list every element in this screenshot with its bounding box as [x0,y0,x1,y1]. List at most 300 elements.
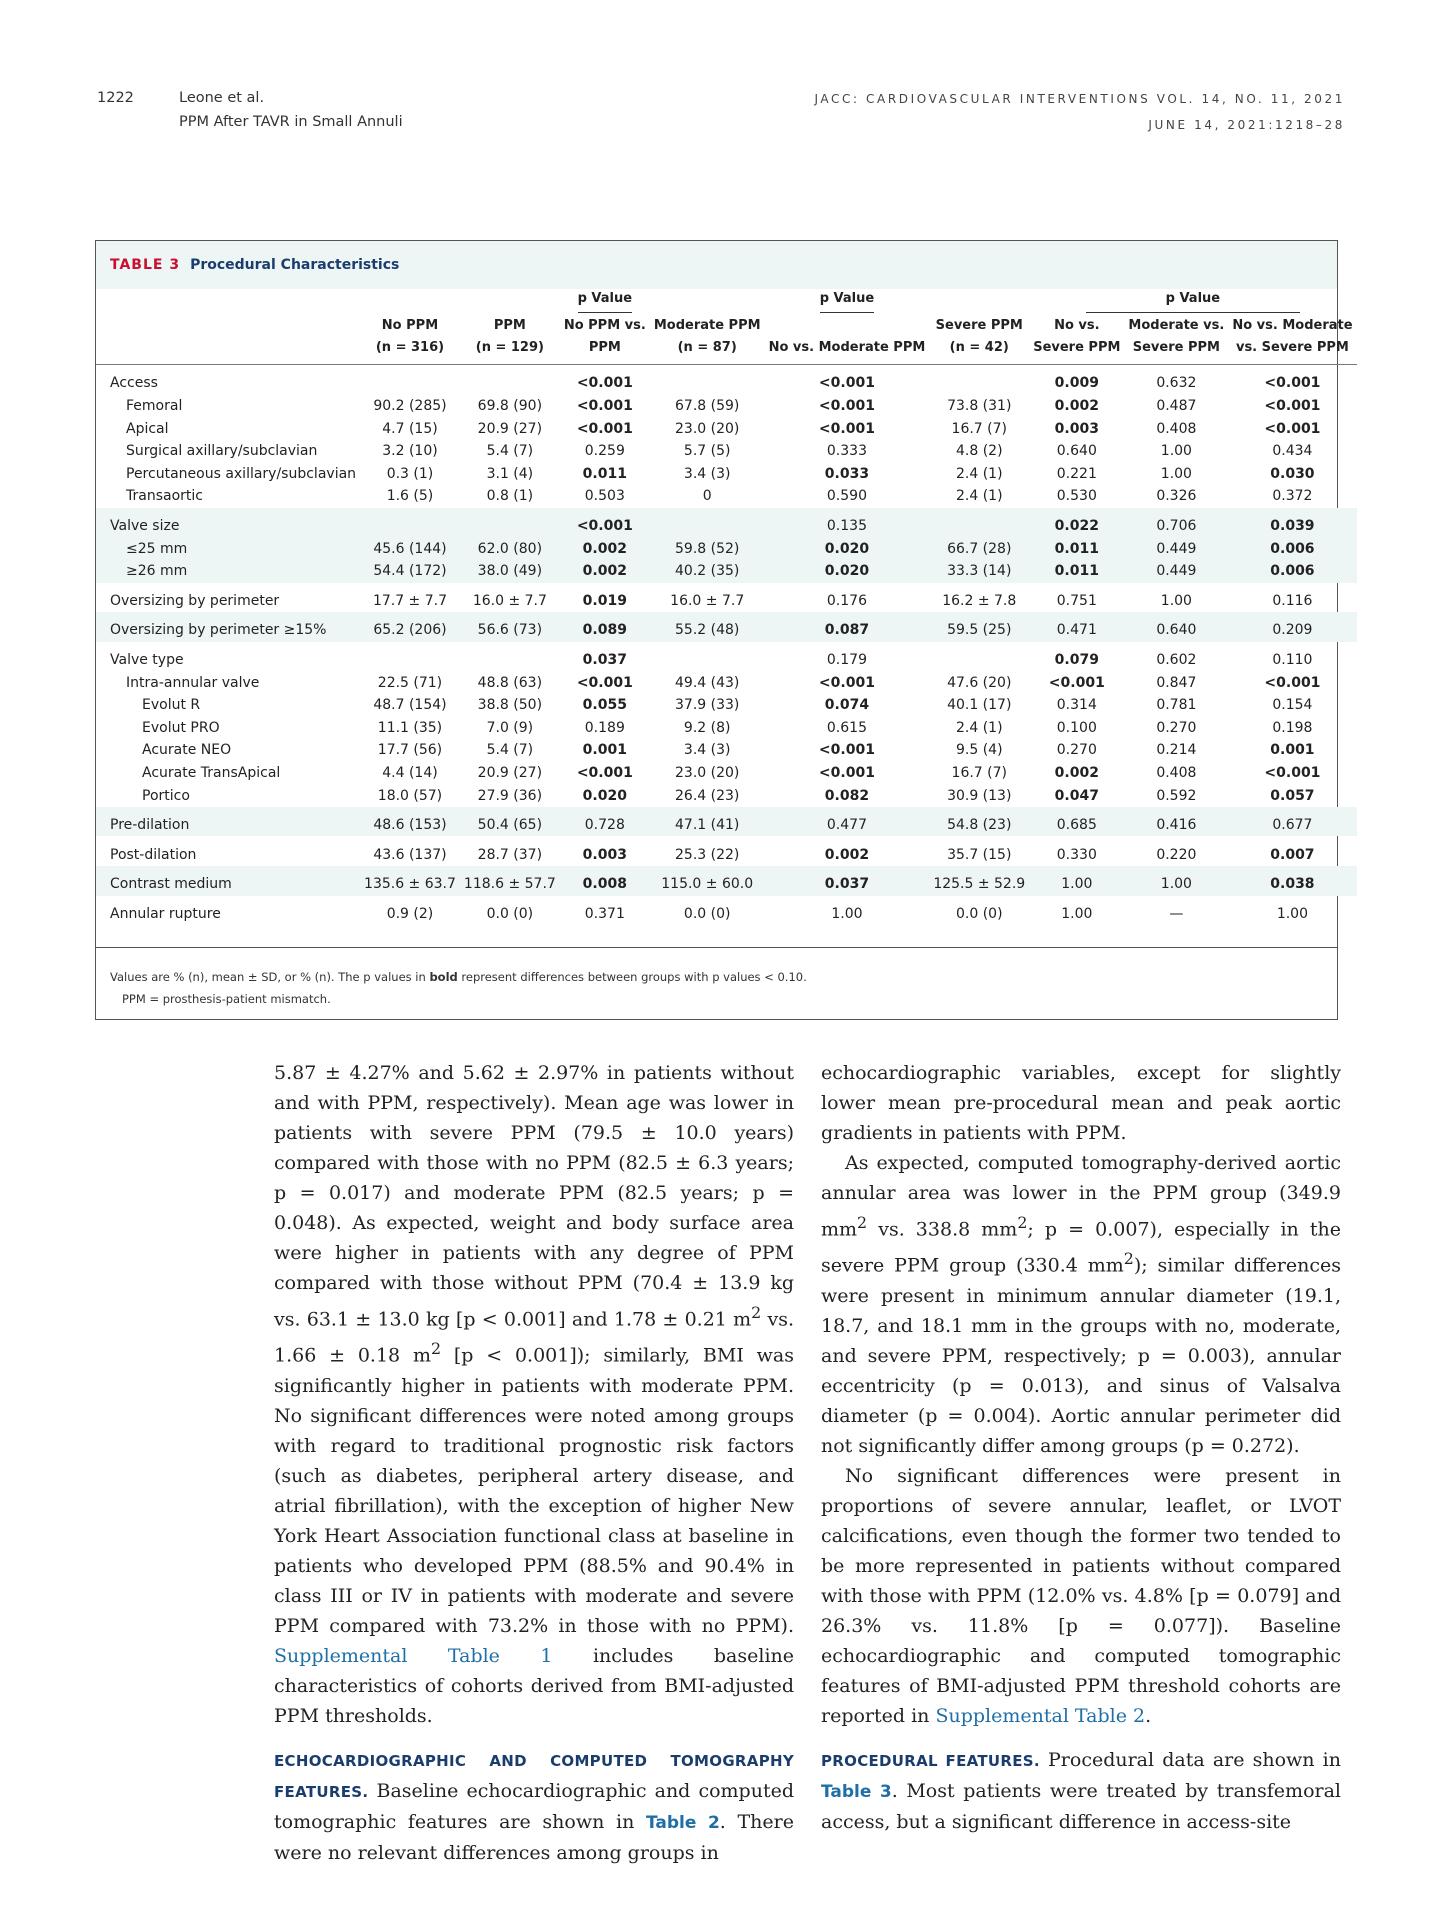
table-cell: 73.8 (31) [947,398,1012,415]
table-cell [360,515,460,538]
row-label: Portico [142,787,190,804]
table-cell: 0.006 [1228,537,1356,560]
table-cell: 59.8 (52) [650,537,765,560]
table-cell: 4.8 (2) [955,443,1003,460]
row-gap [96,583,1357,590]
column-head: No vs. Moderate PPM [768,340,926,356]
table-caption [96,241,1337,289]
row-gap-cell [96,866,1357,873]
table-cell: 0.038 [1228,873,1356,896]
column-head: PPM [493,317,526,333]
row-gap-cell [96,896,1357,903]
table-title: Procedural Characteristics [190,257,400,273]
table-row [96,649,1357,672]
table-cell: 0.009 [1054,375,1099,392]
table-3 [95,240,1353,1020]
journal-name: JACC: CARDIOVASCULAR INTERVENTIONS VOL. 14, NO. 11, 2021 [814,92,1345,106]
table-cell: 0.037 [582,652,627,669]
table-cell: 0.632 [1156,375,1197,392]
table-cell: 26.4 (23) [675,787,740,804]
row-label: Annular rupture [110,905,221,922]
table-cell: 0.471 [1029,619,1124,642]
table-cell: 0.270 [1056,742,1097,759]
table-cell: <0.001 [818,375,875,392]
row-label: Oversizing by perimeter [110,592,280,609]
table-cell: <0.001 [1264,420,1321,437]
table-cell: 17.7 ± 7.7 [372,592,448,609]
column-head: (n = 87) [677,340,737,356]
column-head: PPM [588,340,621,356]
table-cell: 0.037 [765,873,930,896]
table-cell: 67.8 (59) [675,398,740,415]
table-cell: 0.082 [824,787,870,804]
table-cell: 1.00 [1160,443,1192,460]
table-cell: 2.4 (1) [955,719,1003,736]
table-cell: 9.5 (4) [955,742,1003,759]
issue-date: JUNE 14, 2021:1218–28 [1148,118,1345,132]
table-cell: 0.685 [1029,814,1124,837]
table-cell: 0.259 [584,443,625,460]
table-cell: 17.7 (56) [377,742,443,759]
table-cell: 0.847 [1156,674,1197,691]
table-cell: 38.8 (50) [477,697,543,714]
table-cell: 16.2 ± 7.8 [942,592,1017,609]
table-cell: 30.9 (13) [947,787,1012,804]
table-cell: 16.7 (7) [951,764,1007,781]
table-row [96,762,1357,785]
row-label: Percutaneous axillary/subclavian [126,465,357,482]
table-cell: 66.7 (28) [929,537,1029,560]
row-gap-cell [96,642,1357,649]
row-gap-cell [96,508,1357,515]
table-cell: 0.706 [1124,515,1228,538]
table-cell: 0.020 [765,537,930,560]
column-head: Severe PPM [1033,340,1121,356]
table-cell: 0.020 [582,787,627,804]
table-cell: 0.214 [1156,742,1197,759]
table-cell: 27.9 (36) [477,787,543,804]
table-cell: 0.408 [1156,420,1197,437]
table-cell: 0.089 [560,619,650,642]
table-cell: 0 [702,488,712,505]
section-heading-echo-ct: ECHOCARDIOGRAPHIC AND COMPUTED TOMOGRAPHY FEATURES. [274,1751,794,1801]
table-cell: 0.416 [1124,814,1228,837]
table-cell: 2.4 (1) [955,465,1003,482]
table-row [96,590,1357,613]
row-label: Transaortic [126,488,203,505]
table-cell: 47.1 (41) [650,814,765,837]
table-cell: 2.4 (1) [955,488,1003,505]
table-cell: 20.9 (27) [477,420,543,437]
table-cell: 0.8 (1) [486,488,534,505]
table-row [96,619,1357,642]
table-cell: 0.530 [1056,488,1097,505]
table-cell: 0.330 [1056,846,1097,863]
row-label: Acurate NEO [142,742,232,759]
row-label: Post-dilation [110,846,197,863]
table-cell: 0.0 (0) [683,905,731,922]
table-cell: 135.6 ± 63.7 [360,873,460,896]
row-label: ≤25 mm [96,537,360,560]
column-head: No vs. Moderate [1232,317,1353,333]
table-cell: 0.002 [560,537,650,560]
table-cell: 0.9 (2) [386,905,434,922]
table-cell: 0.154 [1272,697,1313,714]
table-cell: <0.001 [576,375,633,392]
table-cell: 1.00 [831,905,863,922]
table-cell: 1.00 [1124,873,1228,896]
table-cell [650,649,765,672]
row-label: Pre-dilation [96,814,360,837]
table-cell: 0.135 [765,515,930,538]
table-cell: 0.179 [826,652,867,669]
table-row [96,717,1357,740]
table-cell: 23.0 (20) [675,420,740,437]
table-cell: 22.5 (71) [377,674,443,691]
pvalue-head-row [96,289,1357,313]
table-cell: 40.1 (17) [947,697,1012,714]
table-cell: 0.176 [826,592,867,609]
table-cell: 0.030 [1270,465,1315,482]
table-cell: 0.116 [1272,592,1313,609]
column-head: No vs. [1054,317,1100,333]
table-cell: 0.372 [1272,488,1313,505]
table-cell: 0.326 [1156,488,1197,505]
table-cell: — [1169,905,1184,922]
row-gap [96,508,1357,515]
table-cell: 69.8 (90) [477,398,543,415]
table-cell: 0.314 [1056,697,1097,714]
table-cell: <0.001 [818,742,875,759]
column-head-row-1 [96,313,1357,336]
table-cell: 7.0 (9) [486,719,534,736]
table-cell [460,372,560,395]
body-column-right [821,1058,1341,1837]
table-cell: <0.001 [1264,375,1321,392]
row-label: Oversizing by perimeter ≥15% [96,619,360,642]
table-cell: <0.001 [576,398,633,415]
row-gap-cell [96,807,1357,814]
table-cell: 0.002 [824,846,870,863]
table-cell: 18.0 (57) [377,787,443,804]
table-cell: 0.371 [584,905,625,922]
table-cell [650,515,765,538]
column-head: vs. Severe PPM [1235,340,1349,356]
table-cell: 0.002 [560,560,650,583]
table-cell: 65.2 (206) [360,619,460,642]
paragraph: PROCEDURAL FEATURES. Procedural data are shown in Table 3. Most patients were treated by transfemoral access, but a significant difference in access-site [821,1748,1341,1833]
table-cell: 118.6 ± 57.7 [460,873,560,896]
table-cell: 0.592 [1156,787,1197,804]
table-cell: 0.677 [1228,814,1356,837]
table-cell [360,649,460,672]
table-cell: 0.270 [1156,719,1197,736]
table-cell: 0.487 [1156,398,1197,415]
table-cell: 0.110 [1272,652,1313,669]
table-cell: 0.333 [826,443,867,460]
table-cell: 0.590 [826,488,867,505]
column-head [765,313,930,336]
table-cell [929,515,1029,538]
table-cell: 0.198 [1272,719,1313,736]
table-row [96,784,1357,807]
table-row [96,843,1357,866]
table-cell: <0.001 [576,674,633,691]
row-gap [96,896,1357,903]
table-cell: 0.008 [560,873,650,896]
table-footnotes [96,947,1337,1019]
table-row [96,873,1357,896]
table-row [96,694,1357,717]
table-cell: 0.011 [1029,560,1124,583]
row-gap-cell [96,365,1357,373]
table-2-link[interactable]: Table 2 [646,1812,720,1833]
table-cell: 38.0 (49) [460,560,560,583]
table-cell: 3.4 (3) [683,742,731,759]
procedural-table [96,289,1357,925]
table-cell: 0.003 [1054,420,1099,437]
table-cell: 0.602 [1156,652,1197,669]
table-cell: <0.001 [1264,398,1321,415]
table-cell: 37.9 (33) [675,697,740,714]
table-cell: 49.4 (43) [675,674,740,691]
table-cell: 0.221 [1056,465,1097,482]
table-cell: 28.7 (37) [477,846,543,863]
table-cell: <0.001 [576,420,633,437]
table-cell: 0.007 [1270,846,1315,863]
table-cell: 0.079 [1054,652,1099,669]
paragraph: No significant differences were present in proportions of severe annular, leaflet, or LVOT calcifications, even though the former two tended to be more represented in patients without compared with those with PPM (12.0% vs. 4.8% [p = 0.079] and 26.3% vs. 11.8% [p = 0.077]). Baseline echocardiographic and computed tomographic features of BMI-adjusted PPM threshold cohorts are reported in Supplemental Table 2. [821,1464,1341,1727]
section-heading-procedural: PROCEDURAL FEATURES. [821,1751,1040,1770]
table-cell: 43.6 (137) [373,846,447,863]
table-cell: 0.033 [824,465,870,482]
row-gap [96,642,1357,649]
table-cell: 0.039 [1228,515,1356,538]
column-head: Moderate PPM [653,317,761,333]
table-cell: 16.0 ± 7.7 [670,592,745,609]
table-cell: 0.006 [1228,560,1356,583]
table-cell: 1.6 (5) [386,488,434,505]
row-label: Valve size [96,515,360,538]
column-head: (n = 129) [475,340,544,356]
table-cell: 40.2 (35) [650,560,765,583]
footnote-abbrev: PPM = prosthesis-patient mismatch. [122,992,331,1006]
table-cell: 0.449 [1124,560,1228,583]
row-gap [96,866,1357,873]
row-label: Access [110,375,158,392]
table-row [96,903,1357,926]
row-label: Contrast medium [96,873,360,896]
paragraph: echocardiographic variables, except for slightly lower mean pre-procedural mean and peak aortic gradients in patients with PPM. [821,1062,1341,1144]
table-cell: 0.477 [765,814,930,837]
supplemental-table-1-link[interactable]: Supplemental Table 1 [274,1644,553,1667]
table-cell: 50.4 (65) [460,814,560,837]
table-cell: 0.209 [1228,619,1356,642]
row-gap-cell [96,583,1357,590]
column-head: Severe PPM [1132,340,1220,356]
table-cell: 3.1 (4) [486,465,534,482]
pvalue-head-2: p Value [820,289,874,313]
table-cell: 55.2 (48) [650,619,765,642]
column-head: (n = 316) [375,340,445,356]
table-cell: 54.4 (172) [360,560,460,583]
table-row [96,485,1357,508]
table-3-link[interactable]: Table 3 [821,1781,892,1802]
table-cell: 0.002 [1054,764,1099,781]
table-row [96,372,1357,395]
table-cell: 0.074 [824,697,870,714]
table-cell: 0.0 (0) [955,905,1003,922]
table-cell: 45.6 (144) [360,537,460,560]
table-cell: 0.003 [582,846,627,863]
table-cell: <0.001 [1048,674,1105,691]
table-row [96,739,1357,762]
body-column-left [274,1058,794,1868]
table-cell: 1.00 [1029,873,1124,896]
row-gap [96,365,1357,373]
table-cell: 0.047 [1054,787,1099,804]
running-header-right [815,86,1346,138]
table-cell [460,515,560,538]
table-cell: 5.7 (5) [683,443,731,460]
table-cell: 56.6 (73) [460,619,560,642]
table-cell: 0.011 [1029,537,1124,560]
column-head: Moderate vs. [1128,317,1225,333]
row-label: ≥26 mm [96,560,360,583]
row-gap [96,807,1357,814]
table-cell: 20.9 (27) [477,764,543,781]
table-cell: 115.0 ± 60.0 [650,873,765,896]
table-cell: 4.4 (14) [382,764,438,781]
row-label: Apical [126,420,169,437]
table-cell: 0.100 [1056,719,1097,736]
table-cell: 0.0 (0) [486,905,534,922]
table-cell: 0.087 [765,619,930,642]
table-cell [460,649,560,672]
table-cell: 0.3 (1) [386,465,434,482]
row-label: Evolut PRO [142,719,220,736]
table-cell: 0.781 [1156,697,1197,714]
table-row [96,417,1357,440]
pvalue-head-3: p Value [1086,289,1300,313]
table-cell: 0.449 [1124,537,1228,560]
table-row [96,515,1357,538]
table-cell: 0.001 [1270,742,1315,759]
table-label: TABLE 3 [110,257,181,273]
paragraph: 5.87 ± 4.27% and 5.62 ± 2.97% in patients without and with PPM, respectively). Mean age was lower in patients with severe PPM (79.5 ± 10.0 years) compared with those with no PPM (82.5 ± 6.3 years; p = 0.017) and moderate PPM (82.5 years; p = 0.048). As expected, weight and body surface area were higher in patients with any degree of PPM compared with those without PPM (70.4 ± 13.9 kg vs. 63.1 ± 13.0 kg [p < 0.001] and 1.78 ± 0.21 $m^2$ vs. 1.66 ± 0.18 $m^2$ [p < 0.001]); similarly, BMI was significantly higher in patients with moderate PPM. No significant differences were noted among groups with regard to traditional prognostic risk factors (such as diabetes, peripheral artery disease, and atrial fibrillation), with the exception of higher New York Heart Association functional class at baseline in patients who developed PPM (88.5% and 90.4% in class III or IV in patients with moderate and severe PPM compared with 73.2% in those with no PPM). Supplemental Table 1 includes baseline characteristics of cohorts derived from BMI-adjusted PPM thresholds. [274,1062,794,1727]
table-cell: 0.002 [1054,398,1099,415]
table-row [96,440,1357,463]
pvalue-head-1: p Value [578,289,632,313]
table-cell: <0.001 [1264,764,1321,781]
row-gap [96,836,1357,843]
table-cell: 0.640 [1124,619,1228,642]
table-cell [929,372,1029,395]
table-row [96,814,1357,837]
table-cell: 23.0 (20) [675,764,740,781]
table-cell: 0.055 [582,697,627,714]
table-row [96,537,1357,560]
table-cell: 0.751 [1056,592,1097,609]
table-cell: 0.189 [584,719,625,736]
table-cell: 0.019 [582,592,627,609]
row-label: Surgical axillary/subclavian [126,443,318,460]
table-cell: <0.001 [560,515,650,538]
paragraph: ECHOCARDIOGRAPHIC AND COMPUTED TOMOGRAPHY FEATURES. Baseline echocardiographic and computed tomographic features are shown in Table 2. There were no relevant differences among groups in [274,1751,794,1864]
column-head: (n = 42) [949,340,1009,356]
table-cell: 0.503 [584,488,625,505]
table-cell: 0.728 [560,814,650,837]
table-cell: 59.5 (25) [929,619,1029,642]
authors: Leone et al. [179,90,265,106]
table-cell: <0.001 [818,398,875,415]
table-cell: 48.7 (154) [373,697,447,714]
table-row [96,560,1357,583]
table-cell: <0.001 [1264,674,1321,691]
table-cell: <0.001 [818,420,875,437]
table-cell: 48.8 (63) [477,674,543,691]
table-cell: 90.2 (285) [373,398,447,415]
table-row [96,671,1357,694]
table-cell: <0.001 [818,764,875,781]
column-head-row-2 [96,336,1357,365]
table-cell: 0.640 [1056,443,1097,460]
row-label: Valve type [110,652,184,669]
table-cell: 5.4 (7) [486,742,534,759]
short-title: PPM After TAVR in Small Annuli [179,114,403,130]
column-head: No PPM [381,317,439,333]
table-cell: 0.057 [1270,787,1315,804]
footnote-values: Values are % (n), mean ± SD, or % (n). The p values in bold represent differences between groups with p values < 0.10. [110,970,807,984]
table-cell: 16.7 (7) [951,420,1007,437]
table-cell: 11.1 (35) [377,719,443,736]
table-cell: 4.7 (15) [382,420,438,437]
row-label: Intra-annular valve [126,674,260,691]
table-cell: 1.00 [1276,905,1308,922]
column-head: Severe PPM [935,317,1023,333]
table-cell: 0.020 [765,560,930,583]
row-gap-cell [96,836,1357,843]
supplemental-table-2-link[interactable]: Supplemental Table 2 [935,1704,1146,1727]
table-cell: 3.2 (10) [382,443,438,460]
table-cell: <0.001 [576,764,633,781]
table-cell: 0.022 [1029,515,1124,538]
table-cell: 16.0 ± 7.7 [472,592,547,609]
table-cell: 0.408 [1156,764,1197,781]
table-cell: 0.220 [1156,846,1197,863]
table-cell: 33.3 (14) [929,560,1029,583]
author-line [179,86,264,110]
table-cell [650,372,765,395]
table-cell: 35.7 (15) [947,846,1012,863]
table-cell: 62.0 (80) [460,537,560,560]
table-cell: 1.00 [1160,465,1192,482]
table-row [96,463,1357,486]
row-gap [96,612,1357,619]
row-label: Femoral [126,398,183,415]
table-cell: 54.8 (23) [929,814,1029,837]
table-cell: 1.00 [1160,592,1192,609]
table-cell: 5.4 (7) [486,443,534,460]
table-cell: 125.5 ± 52.9 [929,873,1029,896]
table-cell: 0.011 [582,465,627,482]
row-label: Acurate TransApical [142,764,281,781]
table-cell: 9.2 (8) [683,719,731,736]
table-cell: 0.434 [1272,443,1313,460]
table-cell: <0.001 [818,674,875,691]
table-cell: 0.001 [582,742,627,759]
table-cell: 1.00 [1061,905,1093,922]
